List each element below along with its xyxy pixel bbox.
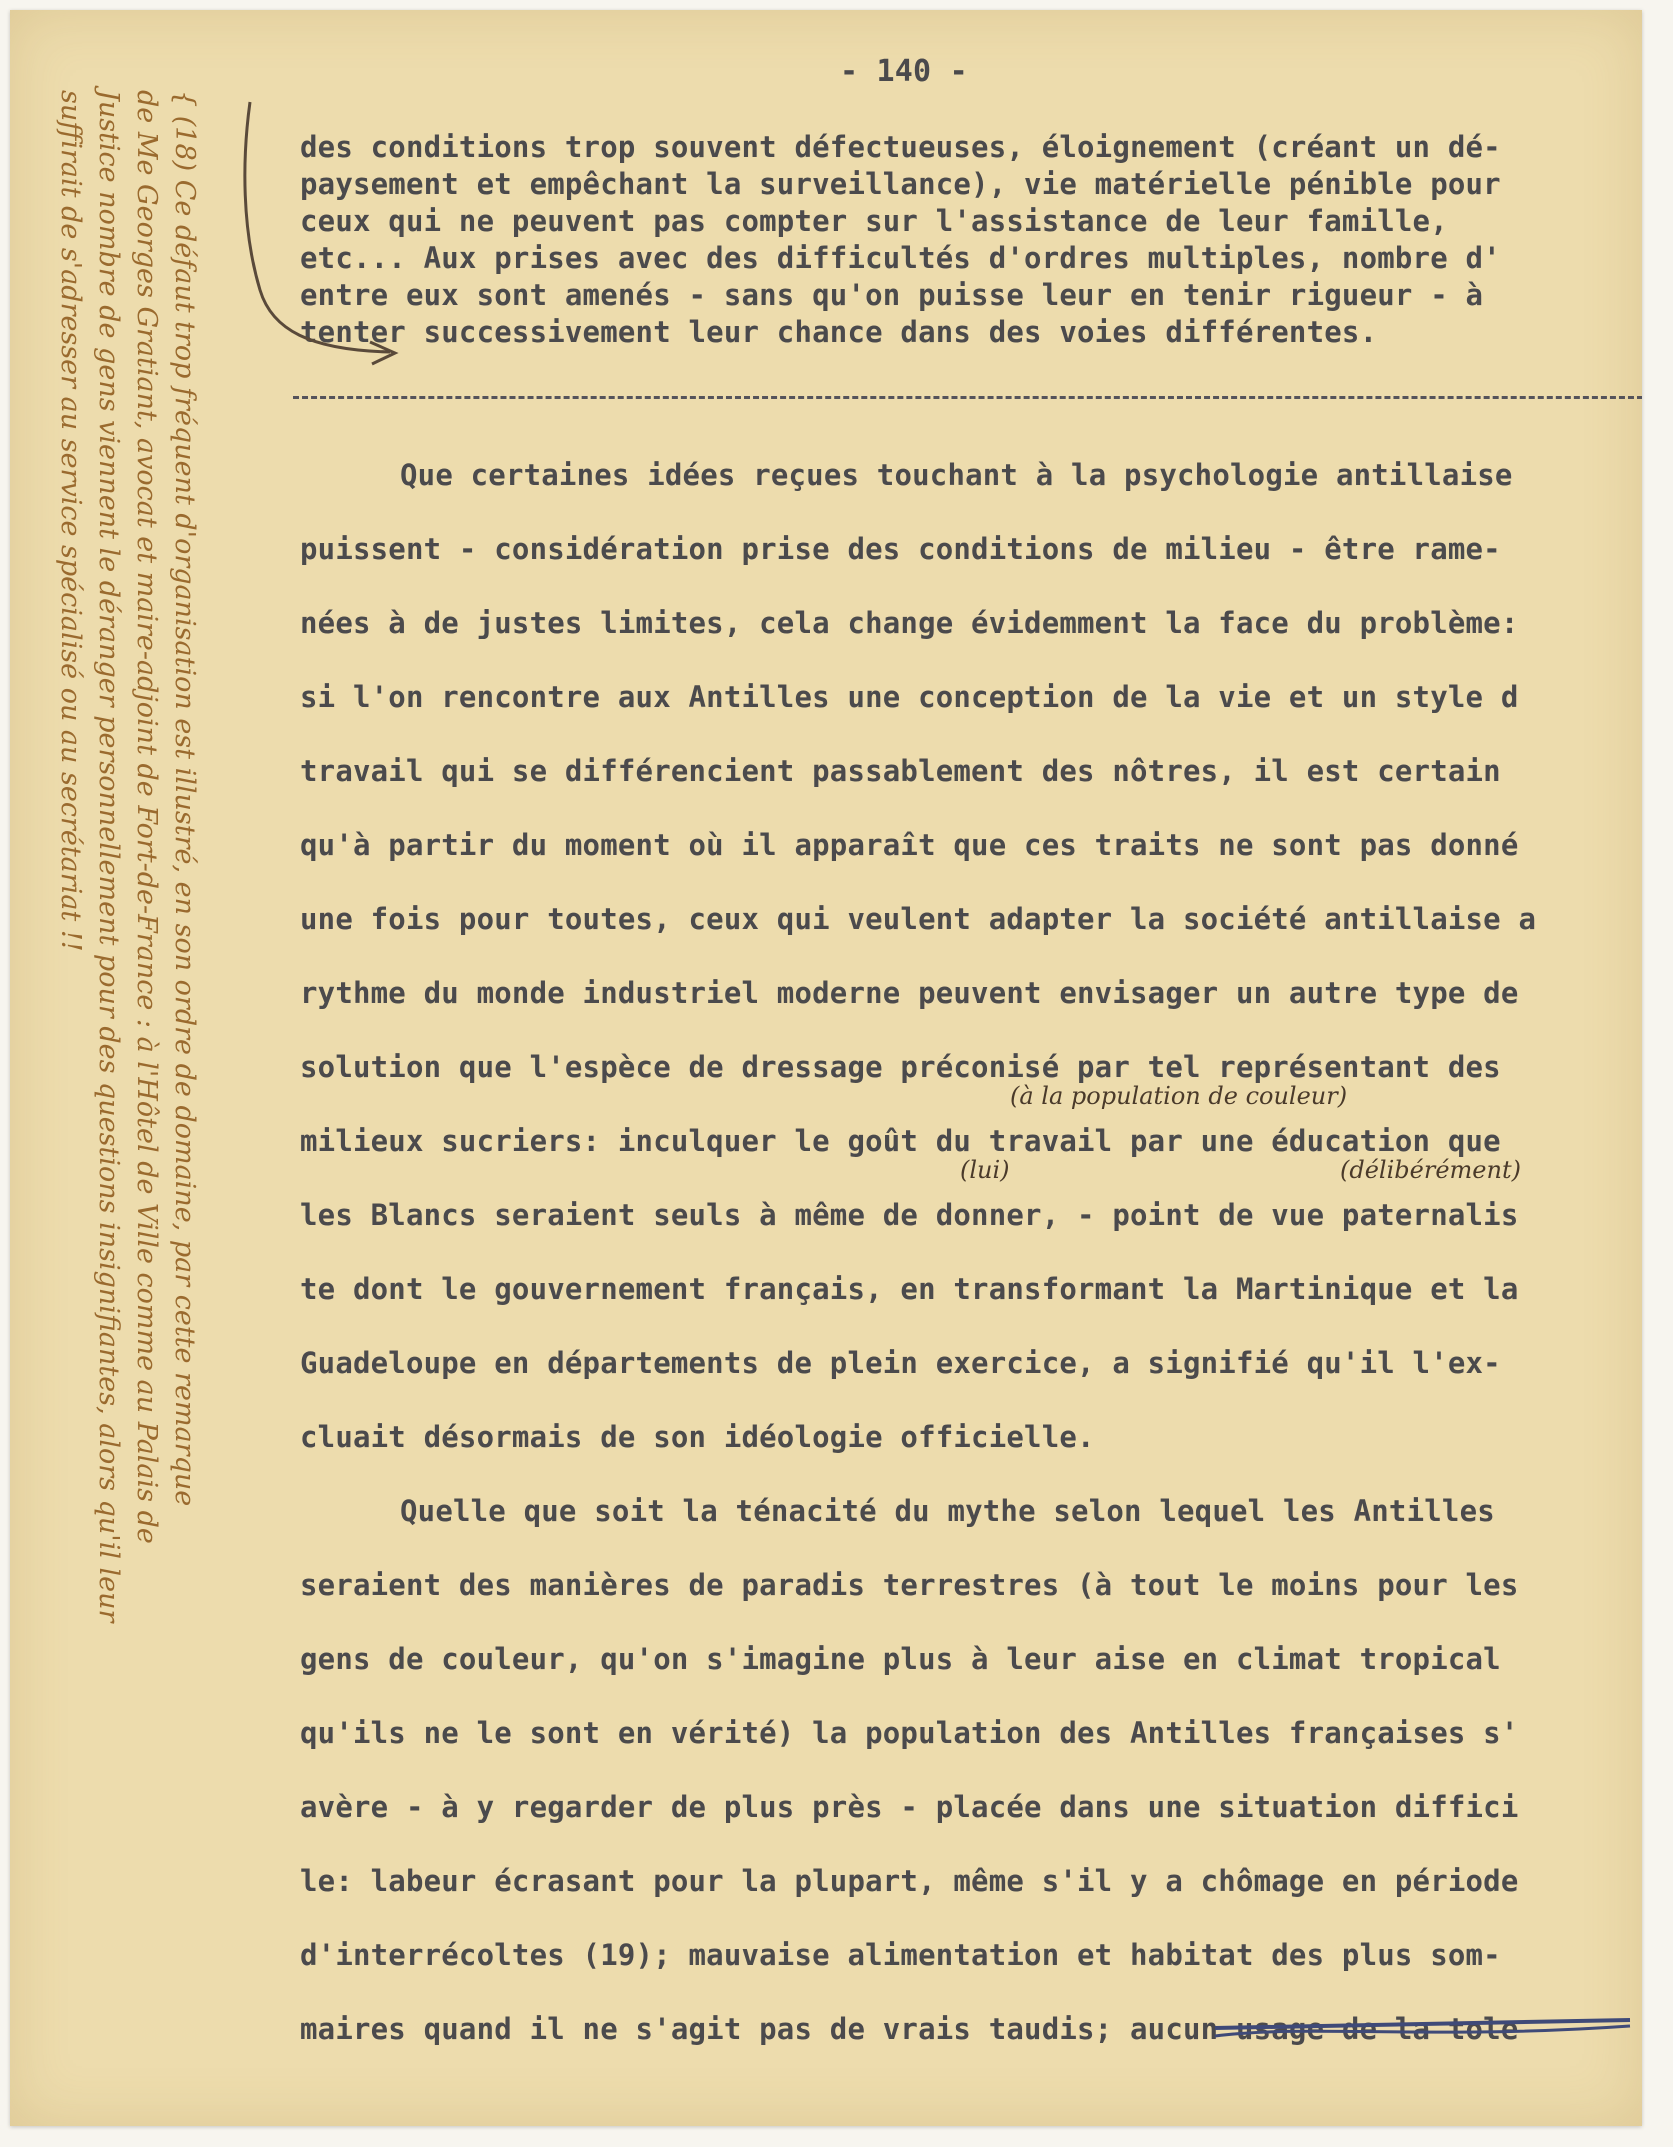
page-number: - 140 - [840,54,968,89]
margin-note-line: Justice nombre de gens viennent le déranger personnellement pour des questions insignifiantes, alors qu'il leur [93,90,124,1623]
bracket-mark [245,102,390,352]
text-line: solution que l'espèce de dressage préconisé par tel représentant des [300,1050,1501,1084]
margin-note-line: de Me Georges Gratiant, avocat et maire-adjoint de Fort-de-France : à l'Hôtel de Ville comme au Palais de [131,90,162,1544]
text-line: le: labeur écrasant pour la plupart, même s'il y a chômage en période [300,1864,1519,1898]
text-line: des conditions trop souvent défectueuses, éloignement (créant un dé- [300,130,1501,164]
text-line: qu'à partir du moment où il apparaît que ces traits ne sont pas donné [300,828,1519,862]
text-line: rythme du monde industriel moderne peuvent envisager un autre type de [300,976,1519,1010]
text-line: Guadeloupe en départements de plein exercice, a signifié qu'il l'ex- [300,1346,1501,1380]
text-line: seraient des manières de paradis terrestres (à tout le moins pour les [300,1568,1519,1602]
text-line: qu'ils ne le sont en vérité) la population des Antilles françaises s' [300,1716,1519,1750]
handwritten-insertion: (délibérément) [1340,1156,1521,1184]
text-line: avère - à y regarder de plus près - placée dans une situation diffici [300,1790,1519,1824]
margin-note-line: suffirait de s'adresser au service spécialisé ou au secrétariat !! [55,90,86,952]
text-line: les Blancs seraient seuls à même de donner, - point de vue paternalis [300,1198,1519,1232]
text-line: si l'on rencontre aux Antilles une conception de la vie et un style d [300,680,1519,714]
text-line: Que certaines idées reçues touchant à la psychologie antillaise [400,458,1513,492]
pen-marks [10,10,1642,2126]
text-line: cluait désormais de son idéologie officielle. [300,1420,1095,1454]
strike-through-mark [1215,2020,1630,2028]
text-line: une fois pour toutes, ceux qui veulent adapter la société antillaise a [300,902,1537,936]
text-line: puissent - considération prise des conditions de milieu - être rame- [300,532,1501,566]
text-line: tenter successivement leur chance dans des voies différentes. [300,315,1378,349]
text-line: gens de couleur, qu'on s'imagine plus à leur aise en climat tropical [300,1642,1501,1676]
text-line: te dont le gouvernement français, en transformant la Martinique et la [300,1272,1519,1306]
handwritten-insertion: (lui) [960,1156,1010,1184]
text-line: Quelle que soit la ténacité du mythe selon lequel les Antilles [400,1494,1495,1528]
text-line: nées à de justes limites, cela change évidemment la face du problème: [300,606,1519,640]
text-line: paysement et empêchant la surveillance), vie matérielle pénible pour [300,167,1501,201]
margin-note-line: { (18) Ce défaut trop fréquent d'organisation est illustré, en son ordre de domaine, par cette remarque [169,90,200,1507]
text-line: entre eux sont amenés - sans qu'on puisse leur en tenir rigueur - à [300,278,1484,312]
text-line: maires quand il ne s'agit pas de vrais taudis; aucun usage de la tole [300,2012,1519,2046]
text-line: ceux qui ne peuvent pas compter sur l'assistance de leur famille, [300,204,1448,238]
text-line: travail qui se différencient passablement des nôtres, il est certain [300,754,1501,788]
text-line: milieux sucriers: inculquer le goût du travail par une éducation que [300,1124,1501,1158]
text-line: d'interrécoltes (19); mauvaise alimentation et habitat des plus som- [300,1938,1501,1972]
handwritten-insertion: (à la population de couleur) [1010,1082,1348,1110]
text-line: etc... Aux prises avec des difficultés d'ordres multiples, nombre d' [300,241,1501,275]
document-page [10,10,1642,2126]
